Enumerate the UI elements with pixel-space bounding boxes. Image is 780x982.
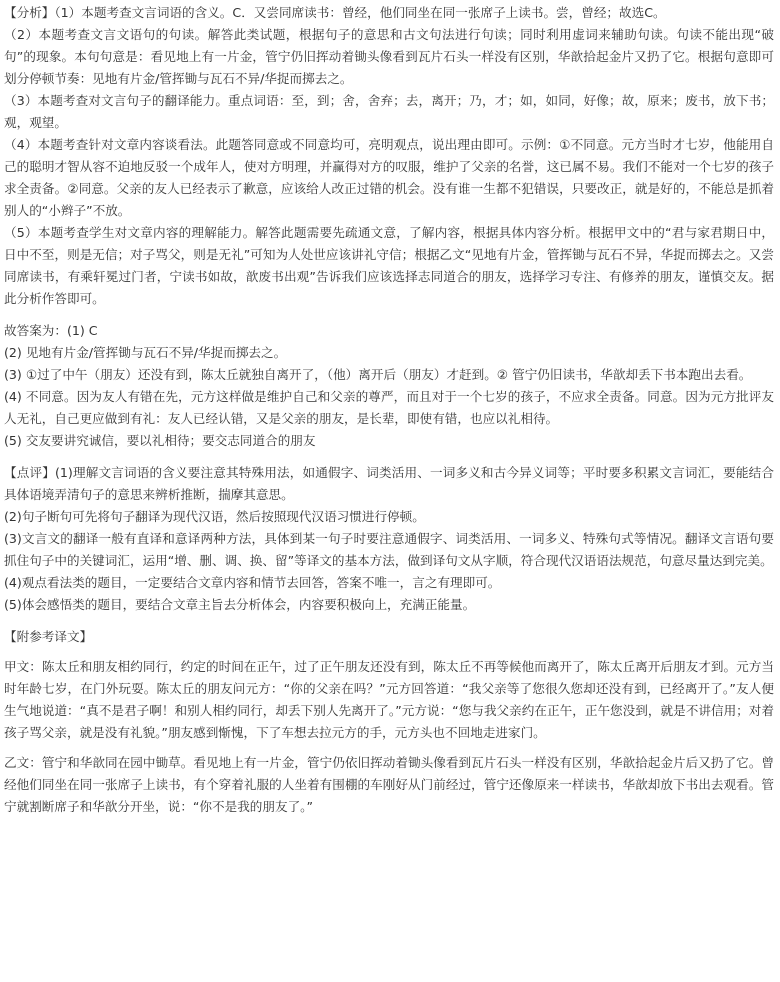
analysis-q5: （5）本题考查学生对文章内容的理解能力。解答此题需要先疏通文意，了解内容，根据具体内容分析。根据甲文中的“君与家君期日中，日中不至，则是无信；对子骂父，则是无礼”可知为人处世应该讲礼守信；根据乙文“见地有片金，管挥锄与瓦石不异，华捉而掷去之。又尝同席读书，有乘轩冕过门者，宁读书如故，歆废书出观”告诉我们应该选择志同道合的朋友，选择学习专注、有修养的朋友，谨慎交友。据此分析作答即可。 bbox=[4, 225, 774, 306]
analysis-section bbox=[4, 2, 774, 310]
answer-q2: (2) 见地有片金/管挥锄与瓦石不异/华捉而掷去之。 bbox=[4, 345, 287, 360]
translation-jia: 甲文：陈太丘和朋友相约同行，约定的时间在正午，过了正午朋友还没有到，陈太丘不再等候他而离开了，陈太丘离开后朋友才到。元方当时年龄七岁，在门外玩耍。陈太丘的朋友问元方：“你的父亲在吗？”元方回答道：“我父亲等了您很久您却还没有到，已经离开了。”友人便生气地说道：“真不是君子啊！和别人相约同行，却丢下别人先离开了。”元方说：“您与我父亲约在正午，正午您没到，就是不讲信用；对着孩子骂父亲，就是没有礼貌。”朋友感到惭愧，下了车想去拉元方的手，元方头也不回地走进家门。 bbox=[4, 659, 774, 740]
analysis-q1: 【分析】（1）本题考查文言词语的含义。C．又尝同席读书：曾经，他们同坐在同一张席子上读书。尝，曾经；故选C。 bbox=[4, 5, 666, 20]
analysis-q3: （3）本题考查对文言句子的翻译能力。重点词语：至，到；舍，舍弃；去，离开；乃，才；如，如同，好像；故，原来；废书，放下书；观，观望。 bbox=[4, 93, 774, 130]
answer-q1: 故答案为：(1) C bbox=[4, 323, 98, 338]
comment-q4: (4)观点看法类的题目，一定要结合文章内容和情节去回答，答案不唯一，言之有理即可。 bbox=[4, 575, 501, 590]
analysis-q4: （4）本题考查针对文章内容谈看法。此题答同意或不同意均可，亮明观点，说出理由即可。示例：①不同意。元方当时才七岁，他能用自己的聪明才智从容不迫地反驳一个成年人，使对方明理，并赢得对方的叹服，维护了父亲的名誉，这已属不易。我们不能对一个七岁的孩子求全责备。②同意。父亲的友人已经表示了歉意，应该给人改正过错的机会。没有谁一生都不犯错误，只要改正，就是好的，不能总是抓着别人的“小辫子”不放。 bbox=[4, 137, 774, 218]
translation-yi: 乙文：管宁和华歆同在园中锄草。看见地上有一片金，管宁仍依旧挥动着锄头像看到瓦片石头一样没有区别，华歆拾起金片后又扔了它。曾经他们同坐在同一张席子上读书，有个穿着礼服的人坐着有围棚的车刚好从门前经过，管宁还像原来一样读书，华歆却放下书出去观看。管宁就割断席子和华歆分开坐，说：“你不是我的朋友了。” bbox=[4, 755, 774, 814]
translation-section bbox=[4, 626, 774, 818]
answer-q5: (5) 交友要讲究诚信，要以礼相待；要交志同道合的朋友 bbox=[4, 433, 316, 448]
comment-q2: (2)句子断句可先将句子翻译为现代汉语，然后按照现代汉语习惯进行停顿。 bbox=[4, 509, 425, 524]
comment-q1: 【点评】(1)理解文言词语的含义要注意其特殊用法，如通假字、词类活用、一词多义和古今异义词等；平时要多积累文言词汇，要能结合具体语境弄清句子的意思来辨析推断，揣摩其意思。 bbox=[4, 465, 774, 502]
answers-section bbox=[4, 320, 774, 452]
answer-q3: (3) ①过了中午（朋友）还没有到，陈太丘就独自离开了，（他）离开后（朋友）才赶到。② 管宁仍旧读书，华歆却丢下书本跑出去看。 bbox=[4, 367, 752, 382]
comment-q5: (5)体会感悟类的题目，要结合文章主旨去分析体会，内容要积极向上，充满正能量。 bbox=[4, 597, 476, 612]
comment-q3: (3)文言文的翻译一般有直译和意译两种方法，具体到某一句子时要注意通假字、词类活用、一词多义、特殊句式等情况。翻译文言语句要抓住句子中的关键词汇，运用“增、删、调、换、留”等译文的基本方法，做到译句文从字顺，符合现代汉语语法规范，句意尽量达到完美。 bbox=[4, 531, 774, 568]
translation-heading: 【附参考译文】 bbox=[4, 629, 93, 644]
comment-section bbox=[4, 462, 774, 616]
answer-q4: (4) 不同意。因为友人有错在先，元方这样做是维护自己和父亲的尊严，而且对于一个七岁的孩子，不应求全责备。同意。因为元方批评友人无礼，自己更应做到有礼：友人已经认错，又是父亲的朋友，是长辈，即使有错，也应以礼相待。 bbox=[4, 389, 774, 426]
analysis-q2: （2）本题考查文言文语句的句读。解答此类试题，根据句子的意思和古文句法进行句读；同时利用虚词来辅助句读。句读不能出现“破句”的现象。本句句意是：看见地上有一片金，管宁仍旧挥动着锄头像看到瓦片石头一样没有区别，华歆拾起金片又扔了它。根据句意即可划分停顿节奏：见地有片金/管挥锄与瓦石不异/华捉而掷去之。 bbox=[4, 27, 774, 86]
